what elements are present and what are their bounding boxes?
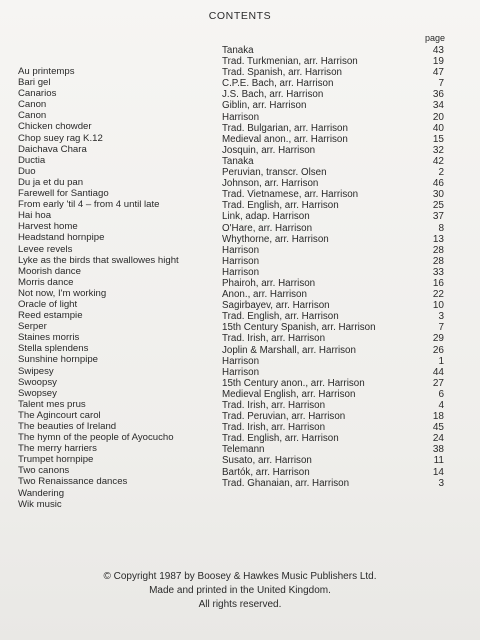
- page-number: 22: [432, 289, 444, 301]
- composer-arranger: Peruvian, transcr. Olsen: [222, 167, 327, 179]
- composer-arranger: Medieval English, arr. Harrison: [222, 388, 356, 400]
- page-number: 42: [432, 155, 444, 167]
- piece-title: Swopsey: [18, 387, 57, 399]
- piece-title: From early 'til 4 – from 4 until late: [18, 199, 160, 211]
- page-number: 1: [438, 355, 444, 367]
- page-number: 6: [438, 388, 444, 400]
- piece-title: Hai hoa: [18, 210, 52, 222]
- composer-arranger: Josquin, arr. Harrison: [222, 144, 316, 156]
- composer-arranger: C.P.E. Bach, arr. Harrison: [222, 78, 334, 90]
- page-number: 16: [432, 277, 444, 289]
- piece-title: Swoopsy: [18, 376, 57, 388]
- piece-title: Chop suey rag K.12: [18, 132, 103, 144]
- composer-arranger: Tanaka: [222, 45, 254, 56]
- composer-arranger: Bartók, arr. Harrison: [222, 466, 310, 478]
- piece-title: Lyke as the birds that swallowes hight: [18, 254, 179, 266]
- page-number: 27: [432, 377, 444, 389]
- composer-arranger: O'Hare, arr. Harrison: [222, 222, 313, 234]
- page-number: 3: [438, 477, 444, 489]
- contents-heading: CONTENTS: [208, 10, 272, 22]
- piece-title: Oracle of light: [18, 298, 78, 310]
- composer-arranger: Anon., arr. Harrison: [222, 289, 307, 301]
- piece-title: Levee revels: [18, 243, 73, 255]
- page-number: 20: [432, 111, 444, 123]
- piece-title: Canon: [18, 99, 47, 111]
- piece-title: Moorish dance: [18, 265, 81, 277]
- page-number: 28: [432, 244, 444, 256]
- composer-arranger: Trad. Ghanaian, arr. Harrison: [222, 477, 350, 489]
- composer-arranger: Telemann: [222, 444, 265, 456]
- piece-title: Sunshine hornpipe: [18, 354, 99, 366]
- composer-arranger: Link, adap. Harrison: [222, 211, 310, 223]
- composer-arranger: Whythorne, arr. Harrison: [222, 233, 329, 245]
- composer-arranger: Trad. Spanish, arr. Harrison: [222, 67, 342, 79]
- composer-arranger: 15th Century Spanish, arr. Harrison: [222, 322, 376, 334]
- rights-line: All rights reserved.: [198, 599, 282, 610]
- piece-title: Au printemps: [18, 66, 75, 77]
- page-number: 40: [432, 122, 444, 134]
- page-number: 14: [432, 466, 444, 478]
- printed-line: Made and printed in the United Kingdom.: [149, 585, 331, 596]
- page-number: 36: [432, 89, 444, 101]
- piece-title: Reed estampie: [18, 310, 83, 322]
- page-number: 30: [432, 189, 444, 201]
- page-column-label: page: [425, 33, 446, 43]
- piece-title: Morris dance: [18, 276, 74, 288]
- piece-title: Canon: [18, 110, 47, 122]
- page-number: 28: [432, 255, 444, 267]
- composer-arranger: Harrison: [222, 355, 260, 367]
- page-number: 33: [432, 266, 444, 278]
- piece-title: Not now, I'm working: [18, 287, 107, 299]
- piece-title: Canarios: [18, 88, 57, 100]
- composer-arranger: Harrison: [222, 111, 260, 123]
- page-number: 18: [432, 411, 444, 423]
- composer-arranger: Giblin, arr. Harrison: [222, 100, 307, 112]
- piece-title: Trumpet hornpipe: [18, 454, 94, 466]
- page-number: 32: [432, 144, 444, 156]
- piece-title: Du ja et du pan: [18, 176, 84, 188]
- composer-arranger: Phairoh, arr. Harrison: [222, 277, 316, 289]
- piece-title: Wandering: [18, 487, 65, 499]
- composer-arranger: Trad. Irish, arr. Harrison: [222, 333, 326, 345]
- piece-title: Two Renaissance dances: [18, 476, 128, 488]
- piece-title: Stella splendens: [18, 343, 89, 355]
- composer-arranger: Johnson, arr. Harrison: [222, 178, 319, 190]
- piece-title: The merry harriers: [18, 443, 97, 455]
- piece-title: Serper: [18, 321, 47, 333]
- piece-title: Bari gel: [18, 77, 51, 89]
- composer-arranger: Trad. English, arr. Harrison: [222, 433, 339, 445]
- piece-title: Ductia: [18, 154, 46, 166]
- page-number: 45: [432, 422, 444, 434]
- composer-arranger: Harrison: [222, 255, 260, 267]
- composer-arranger: Trad. Irish, arr. Harrison: [222, 400, 326, 411]
- composer-arranger: Medieval anon., arr. Harrison: [222, 133, 348, 145]
- composer-arranger: Trad. Bulgarian, arr. Harrison: [222, 122, 348, 134]
- page-number: 34: [432, 100, 444, 112]
- piece-title: The Agincourt carol: [18, 409, 101, 421]
- page-number: 7: [438, 322, 444, 334]
- page-number: 2: [438, 167, 444, 179]
- page-number: 24: [432, 433, 444, 445]
- piece-title: The beauties of Ireland: [18, 421, 117, 432]
- copyright-line: © Copyright 1987 by Boosey & Hawkes Music Publishers Ltd.: [103, 571, 377, 582]
- piece-title: Daichava Chara: [18, 143, 87, 155]
- composer-arranger: Sagirbayev, arr. Harrison: [222, 300, 330, 312]
- composer-arranger: 15th Century anon., arr. Harrison: [222, 377, 365, 389]
- page-number: 15: [432, 133, 444, 145]
- page-number: 13: [432, 233, 444, 245]
- page-number: 44: [432, 366, 444, 378]
- piece-title: Chicken chowder: [18, 121, 92, 133]
- piece-title: Duo: [18, 165, 36, 177]
- composer-arranger: Trad. Turkmenian, arr. Harrison: [222, 56, 358, 68]
- composer-arranger: Trad. Irish, arr. Harrison: [222, 422, 326, 434]
- page-number: 19: [432, 56, 444, 68]
- page-number: 8: [438, 222, 444, 234]
- composer-arranger: Joplin & Marshall, arr. Harrison: [222, 344, 356, 356]
- composer-arranger: Harrison: [222, 244, 260, 256]
- page-number: 43: [432, 45, 444, 56]
- page-number: 11: [433, 455, 444, 467]
- page-number: 26: [432, 344, 444, 356]
- piece-title: Staines morris: [18, 332, 80, 344]
- page-number: 4: [438, 400, 444, 411]
- page-number: 7: [438, 78, 444, 90]
- page-number: 37: [432, 211, 444, 223]
- composer-arranger: Trad. English, arr. Harrison: [222, 311, 339, 323]
- page-number: 38: [432, 444, 444, 456]
- page-numbers-column: [410, 45, 444, 489]
- piece-title: Headstand hornpipe: [18, 232, 105, 244]
- page-number: 29: [432, 333, 444, 345]
- piece-title: Farewell for Santiago: [18, 188, 109, 200]
- piece-title: The hymn of the people of Ayocucho: [18, 432, 174, 444]
- page-number: 10: [432, 300, 444, 312]
- page-number: 47: [432, 67, 444, 79]
- piece-title: Wik music: [18, 498, 62, 510]
- composer-arranger: Tanaka: [222, 155, 254, 167]
- composer-arranger: Trad. English, arr. Harrison: [222, 200, 339, 212]
- piece-title: Harvest home: [18, 221, 78, 233]
- composer-arranger: Harrison: [222, 366, 260, 378]
- titles-column: [18, 66, 218, 510]
- page-number: 25: [432, 200, 444, 212]
- piece-title: Swipesy: [18, 365, 54, 377]
- copyright-footer: [0, 570, 480, 612]
- composer-arranger: Harrison: [222, 266, 260, 278]
- arrangers-column: [222, 45, 422, 489]
- composer-arranger: Trad. Peruvian, arr. Harrison: [222, 411, 346, 423]
- composer-arranger: J.S. Bach, arr. Harrison: [222, 89, 324, 101]
- page-number: 46: [432, 178, 444, 190]
- composer-arranger: Trad. Vietnamese, arr. Harrison: [222, 189, 359, 201]
- composer-arranger: Susato, arr. Harrison: [222, 455, 312, 467]
- piece-title: Talent mes prus: [18, 398, 86, 410]
- piece-title: Two canons: [18, 465, 70, 477]
- page-number: 3: [438, 311, 444, 323]
